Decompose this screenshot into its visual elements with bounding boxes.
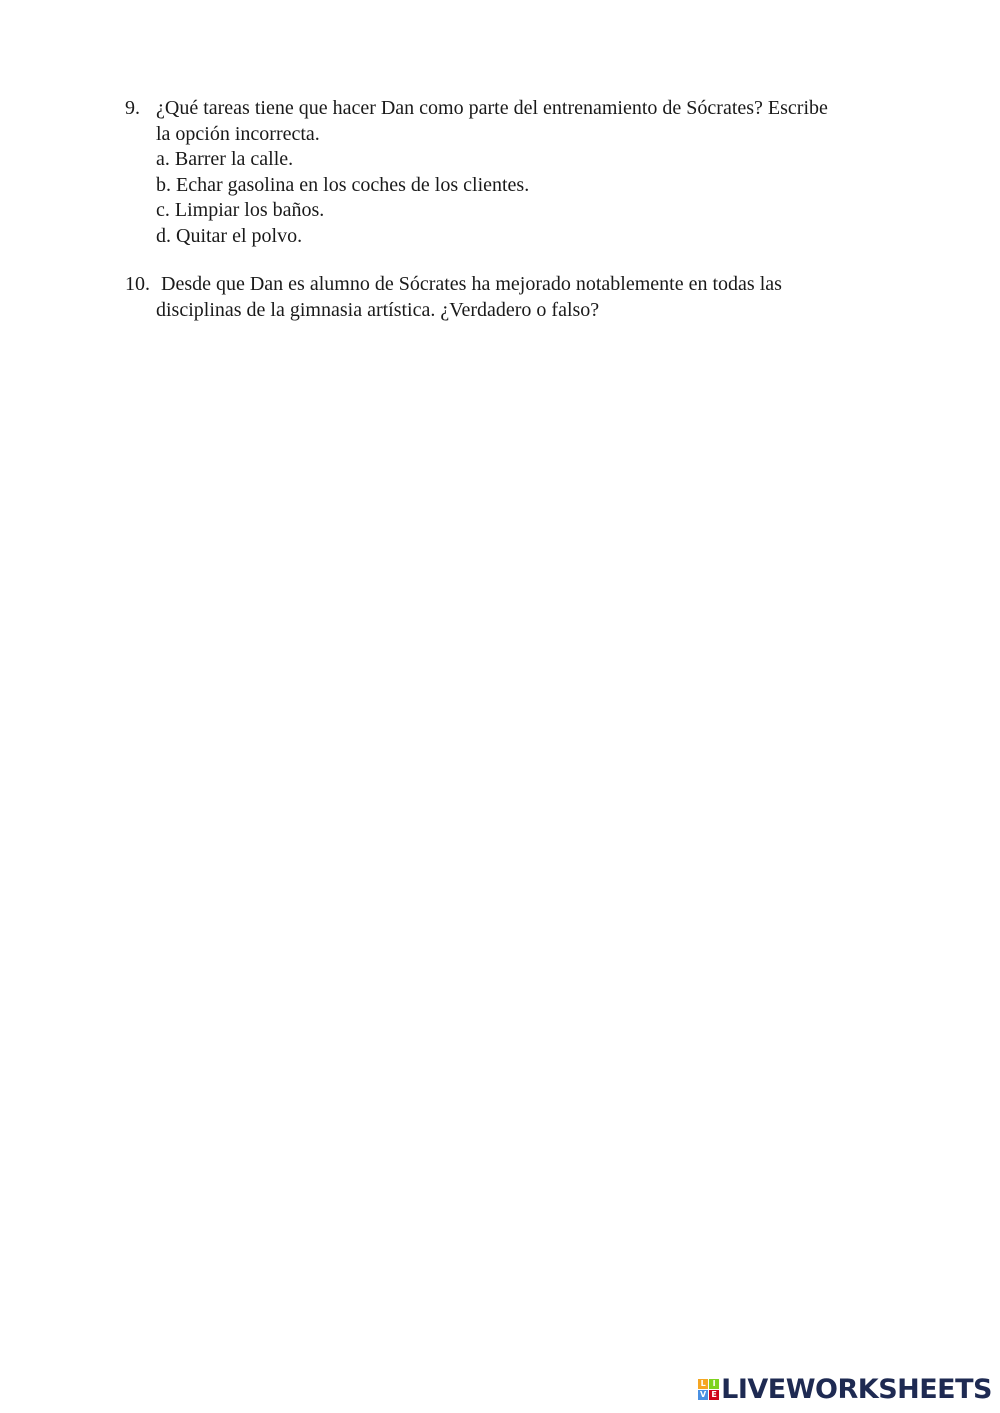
question-prompt-line-1: ¿Qué tareas tiene que hacer Dan como parte del entrenamiento de Sócrates? Escribe (156, 97, 828, 119)
logo-tile: L (698, 1379, 708, 1389)
question-prompt-line-2: la opción incorrecta. (156, 122, 320, 145)
option-b: b. Echar gasolina en los coches de los clientes. (156, 173, 530, 196)
question-10 (125, 272, 905, 323)
question-body (156, 96, 905, 249)
liveworksheets-logo-text: LIVEWORKSHEETS (721, 1373, 992, 1405)
option-d: d. Quitar el polvo. (156, 224, 303, 247)
question-prompt-line-2: disciplinas de la gimnasia artística. ¿Verdadero o falso? (156, 298, 600, 321)
liveworksheets-logo (698, 1373, 992, 1405)
logo-tile: E (709, 1390, 719, 1400)
question-number: 10. (125, 273, 150, 295)
question-9 (125, 96, 905, 249)
option-c: c. Limpiar los baños. (156, 199, 325, 221)
question-prompt-line-1: Desde que Dan es alumno de Sócrates ha mejorado notablemente en todas las (156, 273, 782, 295)
option-a: a. Barrer la calle. (156, 148, 294, 170)
liveworksheets-logo-icon (698, 1379, 719, 1400)
question-number: 9. (125, 97, 140, 119)
logo-tile: I (709, 1379, 719, 1389)
logo-tile: V (700, 1389, 707, 1399)
question-body (156, 272, 905, 323)
